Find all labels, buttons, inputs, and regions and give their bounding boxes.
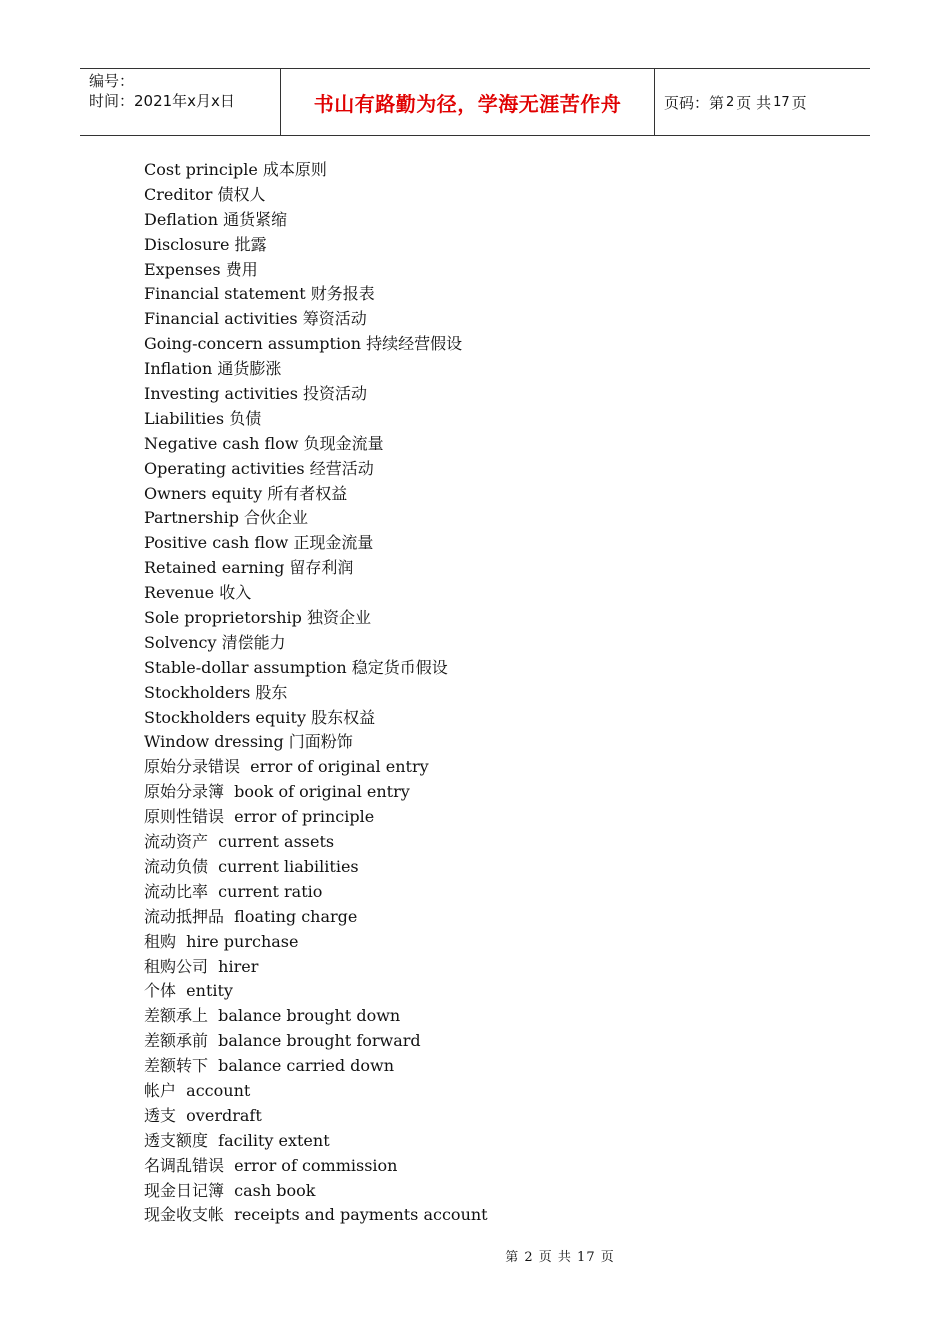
glossary-term: 现金日记簿 cash book — [144, 1180, 316, 1200]
glossary-term: Revenue 收入 — [144, 583, 252, 603]
date-line: 时间：2021年x月x日 — [89, 92, 235, 110]
glossary-term: 租购 hire purchase — [144, 931, 299, 951]
glossary-term: Owners equity 所有者权益 — [144, 483, 348, 503]
glossary-term: Cost principle 成本原则 — [144, 160, 327, 179]
glossary-term: 帐户 account — [144, 1080, 251, 1100]
page-header — [80, 68, 870, 136]
glossary-term: Disclosure 批露 — [144, 234, 267, 254]
glossary-term: 差额承前 balance brought forward — [144, 1031, 421, 1051]
glossary-term: Financial statement 财务报表 — [144, 284, 375, 304]
glossary-term: 原始分录错误 error of original entry — [144, 757, 429, 777]
glossary-term: 差额转下 balance carried down — [144, 1056, 395, 1076]
glossary-term: 流动负债 current liabilities — [144, 856, 359, 876]
glossary-term: 差额承上 balance brought down — [144, 1006, 401, 1026]
header-page-info — [655, 69, 870, 135]
doc-number-label: 编号： — [89, 72, 135, 90]
glossary-term: Financial activities 筹资活动 — [144, 309, 367, 329]
page-prefix: 页码：第 — [664, 93, 725, 112]
header-meta-cell — [80, 69, 281, 135]
header-motto: 书山有路勤为径，学海无涯苦作舟 — [281, 69, 655, 135]
glossary-term: 现金收支帐 receipts and payments account — [144, 1205, 488, 1225]
glossary-term: Window dressing 门面粉饰 — [144, 732, 353, 752]
glossary-term: 租购公司 hirer — [144, 956, 259, 976]
glossary-term: Investing activities 投资活动 — [144, 384, 368, 404]
page-mid: 页 共 — [736, 93, 772, 112]
glossary-term: Stockholders equity 股东权益 — [144, 707, 376, 727]
glossary-list — [144, 158, 488, 1228]
glossary-term: 透支额度 facility extent — [144, 1130, 330, 1150]
glossary-term: 流动抵押品 floating charge — [144, 906, 358, 926]
glossary-term: 个体 entity — [144, 981, 233, 1001]
page-current: 2 — [726, 94, 735, 110]
glossary-term: Partnership 合伙企业 — [144, 508, 309, 528]
glossary-term: 透支 overdraft — [144, 1105, 262, 1125]
glossary-term: Stable-dollar assumption 稳定货币假设 — [144, 657, 448, 677]
glossary-term: 流动资产 current assets — [144, 832, 335, 852]
glossary-term: 名调乱错误 error of commission — [144, 1155, 398, 1175]
glossary-term: 流动比率 current ratio — [144, 881, 323, 901]
glossary-term: Stockholders 股东 — [144, 682, 288, 702]
glossary-term: Deflation 通货紧缩 — [144, 209, 288, 229]
glossary-term: Inflation 通货膨涨 — [144, 359, 282, 379]
glossary-term: 原始分录簿 book of original entry — [144, 782, 410, 802]
page-suffix: 页 — [791, 93, 807, 112]
glossary-term: Expenses 费用 — [144, 259, 258, 279]
glossary-term: Retained earning 留存利润 — [144, 558, 354, 578]
glossary-term: Operating activities 经营活动 — [144, 458, 374, 478]
glossary-term: Positive cash flow 正现金流量 — [144, 533, 374, 553]
glossary-term: Sole proprietorship 独资企业 — [144, 608, 371, 628]
glossary-term: Liabilities 负债 — [144, 408, 262, 428]
glossary-term: Going-concern assumption 持续经营假设 — [144, 334, 463, 354]
glossary-term: Creditor 债权人 — [144, 184, 266, 204]
page-footer: 第 2 页 共 17 页 — [505, 1250, 615, 1265]
glossary-term: 原则性错误 error of principle — [144, 807, 375, 827]
page-total: 17 — [773, 94, 790, 110]
glossary-term: Negative cash flow 负现金流量 — [144, 433, 384, 453]
glossary-term: Solvency 清偿能力 — [144, 632, 286, 652]
